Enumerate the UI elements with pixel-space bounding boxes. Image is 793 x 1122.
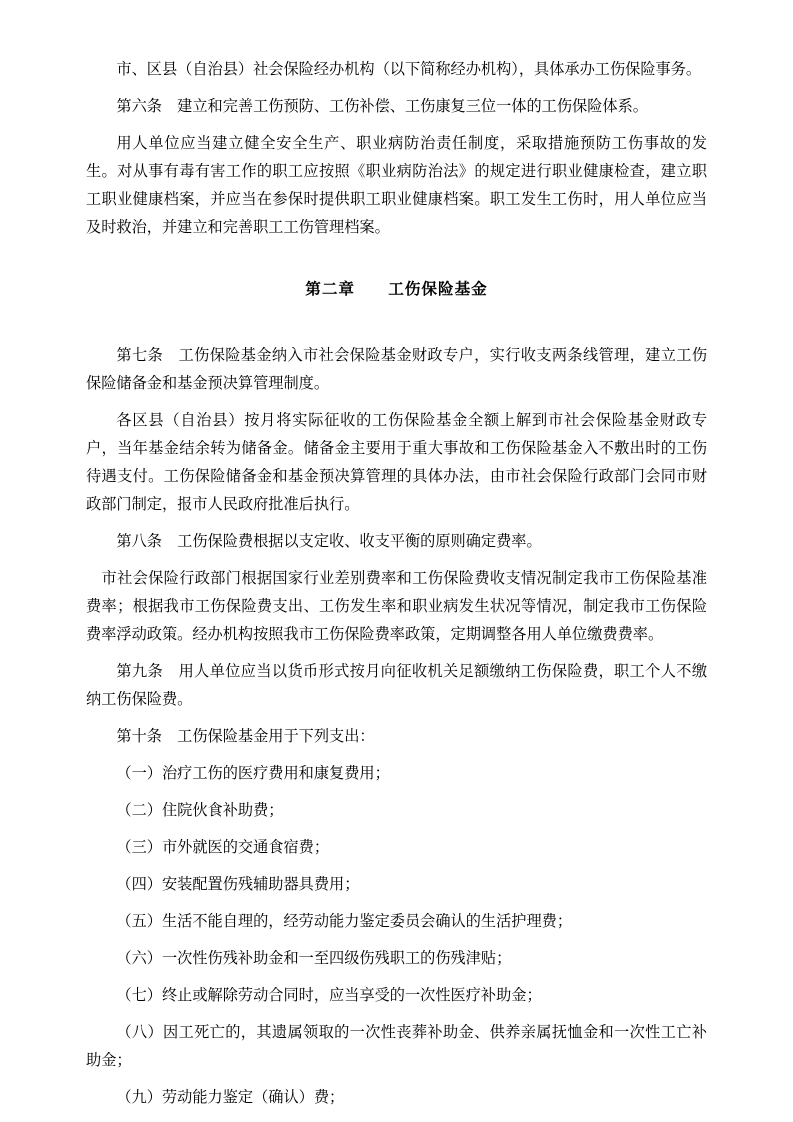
list-item: （五）生活不能自理的，经劳动能力鉴定委员会确认的生活护理费； — [116, 913, 573, 930]
paragraph-article-10: 第十条 工伤保险基金用于下列支出： — [116, 728, 375, 745]
paragraph-article-7: 第七条 工伤保险基金纳入市社会保险基金财政专户，实行收支两条线管理，建立工伤保险储备金和基金预决算管理制度。 — [86, 347, 707, 392]
list-item: （八）因工死亡的，其遗属领取的一次性丧葬补助金、供养亲属抚恤金和一次性工亡补助金； — [86, 1024, 707, 1069]
paragraph: 市、区县（自治县）社会保险经办机构（以下简称经办机构），具体承办工伤保险事务。 — [116, 61, 702, 78]
document-body — [86, 56, 707, 1112]
list-item: （七）终止或解除劳动合同时，应当享受的一次性医疗补助金； — [116, 987, 542, 1004]
list-item: （二）住院伙食补助费； — [116, 802, 284, 819]
list-item: （六）一次性伤残补助金和一至四级伤残职工的伤残津贴； — [116, 950, 512, 967]
list-item: （四）安装配置伤残辅助器具费用； — [116, 876, 360, 893]
paragraph-article-8: 第八条 工伤保险费根据以支定收、收支平衡的原则确定费率。 — [116, 533, 542, 550]
chapter-heading: 第二章 工伤保险基金 — [305, 281, 488, 298]
paragraph: 用人单位应当建立健全安全生产、职业病防治责任制度，采取措施预防工伤事故的发生。对从事有毒有害工作的职工应按照《职业病防治法》的规定进行职业健康检查，建立职工职业健康档案，并应当在参保时提供职工职业健康档案。职工发生工伤时，用人单位应当及时救治，并建立和完善职工工伤管理档案。 — [86, 135, 707, 236]
paragraph: 市社会保险行政部门根据国家行业差别费率和工伤保险费收支情况制定我市工伤保险基准费率；根据我市工伤保险费支出、工伤发生率和职业病发生状况等情况，制定我市工伤保险费率浮动政策。经办机构按照我市工伤保险费率政策，定期调整各用人单位缴费费率。 — [86, 570, 707, 643]
list-item: （三）市外就医的交通食宿费； — [116, 839, 330, 856]
paragraph: 各区县（自治县）按月将实际征收的工伤保险基金全额上解到市社会保险基金财政专户，当年基金结余转为储备金。储备金主要用于重大事故和工伤保险基金入不敷出时的工伤待遇支付。工伤保险储备金和基金预决算管理的具体办法，由市社会保险行政部门会同市财政部门制定，报市人民政府批准后执行。 — [86, 412, 707, 513]
paragraph-article-6: 第六条 建立和完善工伤预防、工伤补偿、工伤康复三位一体的工伤保险体系。 — [116, 98, 648, 115]
list-item: （九）劳动能力鉴定（确认）费； — [116, 1089, 345, 1106]
paragraph-article-9: 第九条 用人单位应当以货币形式按月向征收机关足额缴纳工伤保险费，职工个人不缴纳工伤保险费。 — [86, 663, 707, 708]
list-item: （一）治疗工伤的医疗费用和康复费用； — [116, 765, 390, 782]
